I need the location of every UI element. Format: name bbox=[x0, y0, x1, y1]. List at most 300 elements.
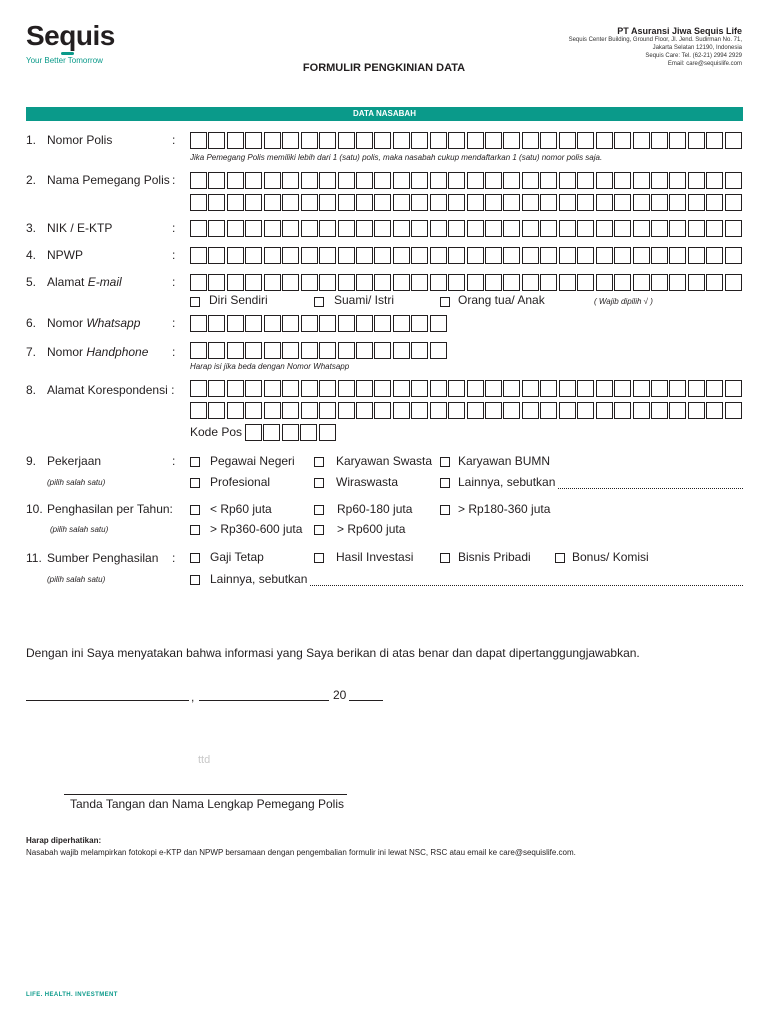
char-box[interactable] bbox=[614, 194, 631, 211]
char-box[interactable] bbox=[319, 220, 336, 237]
char-box[interactable] bbox=[245, 342, 262, 359]
char-box[interactable] bbox=[190, 274, 207, 291]
char-box[interactable] bbox=[522, 247, 539, 264]
char-box[interactable] bbox=[374, 247, 391, 264]
char-box[interactable] bbox=[522, 172, 539, 189]
char-box[interactable] bbox=[577, 274, 594, 291]
char-box[interactable] bbox=[430, 380, 447, 397]
char-box[interactable] bbox=[669, 402, 686, 419]
char-box[interactable] bbox=[190, 402, 207, 419]
source-other-input-line[interactable] bbox=[310, 584, 743, 586]
char-box[interactable] bbox=[633, 380, 650, 397]
char-box[interactable] bbox=[651, 194, 668, 211]
char-box[interactable] bbox=[356, 342, 373, 359]
char-box[interactable] bbox=[467, 172, 484, 189]
char-box[interactable] bbox=[467, 247, 484, 264]
char-box[interactable] bbox=[596, 274, 613, 291]
char-box[interactable] bbox=[669, 220, 686, 237]
char-box[interactable] bbox=[190, 194, 207, 211]
char-box[interactable] bbox=[596, 247, 613, 264]
income-over-600-checkbox[interactable] bbox=[314, 525, 324, 535]
char-box[interactable] bbox=[411, 247, 428, 264]
char-box[interactable] bbox=[522, 194, 539, 211]
char-box[interactable] bbox=[227, 220, 244, 237]
char-box[interactable] bbox=[467, 220, 484, 237]
char-box[interactable] bbox=[614, 132, 631, 149]
char-box[interactable] bbox=[651, 380, 668, 397]
char-box[interactable] bbox=[282, 194, 299, 211]
char-box[interactable] bbox=[540, 172, 557, 189]
char-box[interactable] bbox=[614, 402, 631, 419]
char-box[interactable] bbox=[540, 380, 557, 397]
char-box[interactable] bbox=[264, 274, 281, 291]
occupation-other-checkbox[interactable] bbox=[440, 478, 450, 488]
char-box[interactable] bbox=[706, 172, 723, 189]
char-box[interactable] bbox=[393, 247, 410, 264]
source-bonus-checkbox[interactable] bbox=[555, 553, 565, 563]
char-box[interactable] bbox=[559, 380, 576, 397]
char-box[interactable] bbox=[301, 132, 318, 149]
char-box[interactable] bbox=[688, 132, 705, 149]
char-box[interactable] bbox=[319, 315, 336, 332]
char-box[interactable] bbox=[522, 402, 539, 419]
char-box[interactable] bbox=[227, 315, 244, 332]
char-box[interactable] bbox=[282, 247, 299, 264]
occupation-entrepreneur-checkbox[interactable] bbox=[314, 478, 324, 488]
char-box[interactable] bbox=[356, 380, 373, 397]
char-box[interactable] bbox=[651, 247, 668, 264]
char-box[interactable] bbox=[190, 315, 207, 332]
char-box[interactable] bbox=[227, 274, 244, 291]
char-box[interactable] bbox=[411, 132, 428, 149]
char-box[interactable] bbox=[338, 172, 355, 189]
char-box[interactable] bbox=[485, 274, 502, 291]
char-box[interactable] bbox=[503, 172, 520, 189]
char-box[interactable] bbox=[448, 380, 465, 397]
char-box[interactable] bbox=[577, 220, 594, 237]
char-box[interactable] bbox=[503, 132, 520, 149]
char-box[interactable] bbox=[282, 172, 299, 189]
char-box[interactable] bbox=[577, 132, 594, 149]
char-box[interactable] bbox=[503, 247, 520, 264]
char-box[interactable] bbox=[245, 220, 262, 237]
char-box[interactable] bbox=[338, 220, 355, 237]
char-box[interactable] bbox=[688, 194, 705, 211]
char-box[interactable] bbox=[669, 172, 686, 189]
char-box[interactable] bbox=[282, 132, 299, 149]
address-input-row1[interactable] bbox=[190, 380, 743, 397]
char-box[interactable] bbox=[282, 274, 299, 291]
signature-line[interactable] bbox=[64, 793, 347, 795]
char-box[interactable] bbox=[227, 402, 244, 419]
char-box[interactable] bbox=[227, 342, 244, 359]
char-box[interactable] bbox=[301, 247, 318, 264]
char-box[interactable] bbox=[559, 194, 576, 211]
char-box[interactable] bbox=[245, 424, 262, 441]
char-box[interactable] bbox=[540, 220, 557, 237]
char-box[interactable] bbox=[633, 402, 650, 419]
char-box[interactable] bbox=[633, 132, 650, 149]
char-box[interactable] bbox=[208, 274, 225, 291]
char-box[interactable] bbox=[263, 424, 280, 441]
char-box[interactable] bbox=[485, 132, 502, 149]
char-box[interactable] bbox=[393, 132, 410, 149]
char-box[interactable] bbox=[356, 274, 373, 291]
char-box[interactable] bbox=[338, 342, 355, 359]
char-box[interactable] bbox=[614, 220, 631, 237]
char-box[interactable] bbox=[540, 247, 557, 264]
char-box[interactable] bbox=[356, 402, 373, 419]
char-box[interactable] bbox=[208, 220, 225, 237]
source-investment-checkbox[interactable] bbox=[314, 553, 324, 563]
char-box[interactable] bbox=[300, 424, 317, 441]
char-box[interactable] bbox=[725, 172, 742, 189]
char-box[interactable] bbox=[522, 274, 539, 291]
char-box[interactable] bbox=[688, 172, 705, 189]
char-box[interactable] bbox=[411, 380, 428, 397]
char-box[interactable] bbox=[245, 247, 262, 264]
policy-holder-name-input-row1[interactable] bbox=[190, 172, 743, 189]
char-box[interactable] bbox=[338, 380, 355, 397]
char-box[interactable] bbox=[338, 315, 355, 332]
char-box[interactable] bbox=[596, 172, 613, 189]
occupation-other-input-line[interactable] bbox=[558, 487, 743, 489]
char-box[interactable] bbox=[264, 132, 281, 149]
char-box[interactable] bbox=[393, 380, 410, 397]
char-box[interactable] bbox=[430, 172, 447, 189]
year-input-line[interactable] bbox=[349, 699, 383, 701]
char-box[interactable] bbox=[540, 132, 557, 149]
source-other-checkbox[interactable] bbox=[190, 575, 200, 585]
char-box[interactable] bbox=[596, 402, 613, 419]
char-box[interactable] bbox=[319, 380, 336, 397]
char-box[interactable] bbox=[430, 247, 447, 264]
char-box[interactable] bbox=[374, 172, 391, 189]
char-box[interactable] bbox=[208, 315, 225, 332]
char-box[interactable] bbox=[688, 247, 705, 264]
char-box[interactable] bbox=[522, 380, 539, 397]
char-box[interactable] bbox=[393, 342, 410, 359]
email-owner-spouse-checkbox[interactable] bbox=[314, 297, 324, 307]
handphone-input[interactable] bbox=[190, 342, 448, 359]
char-box[interactable] bbox=[614, 247, 631, 264]
char-box[interactable] bbox=[688, 402, 705, 419]
char-box[interactable] bbox=[540, 402, 557, 419]
income-60-180-checkbox[interactable] bbox=[314, 505, 324, 515]
char-box[interactable] bbox=[614, 172, 631, 189]
char-box[interactable] bbox=[448, 402, 465, 419]
email-owner-parent-child-checkbox[interactable] bbox=[440, 297, 450, 307]
char-box[interactable] bbox=[411, 220, 428, 237]
char-box[interactable] bbox=[633, 274, 650, 291]
char-box[interactable] bbox=[374, 274, 391, 291]
char-box[interactable] bbox=[651, 274, 668, 291]
char-box[interactable] bbox=[356, 132, 373, 149]
char-box[interactable] bbox=[596, 380, 613, 397]
char-box[interactable] bbox=[264, 342, 281, 359]
char-box[interactable] bbox=[725, 220, 742, 237]
char-box[interactable] bbox=[725, 274, 742, 291]
char-box[interactable] bbox=[374, 315, 391, 332]
char-box[interactable] bbox=[430, 315, 447, 332]
char-box[interactable] bbox=[559, 220, 576, 237]
char-box[interactable] bbox=[319, 247, 336, 264]
char-box[interactable] bbox=[301, 194, 318, 211]
char-box[interactable] bbox=[430, 342, 447, 359]
char-box[interactable] bbox=[706, 274, 723, 291]
char-box[interactable] bbox=[522, 132, 539, 149]
char-box[interactable] bbox=[411, 194, 428, 211]
char-box[interactable] bbox=[633, 194, 650, 211]
char-box[interactable] bbox=[301, 402, 318, 419]
char-box[interactable] bbox=[264, 402, 281, 419]
date-input-line[interactable] bbox=[199, 699, 329, 701]
char-box[interactable] bbox=[393, 315, 410, 332]
char-box[interactable] bbox=[264, 220, 281, 237]
char-box[interactable] bbox=[706, 402, 723, 419]
income-180-360-checkbox[interactable] bbox=[440, 505, 450, 515]
policy-number-input[interactable] bbox=[190, 132, 743, 149]
char-box[interactable] bbox=[596, 132, 613, 149]
char-box[interactable] bbox=[503, 380, 520, 397]
char-box[interactable] bbox=[485, 220, 502, 237]
char-box[interactable] bbox=[282, 380, 299, 397]
char-box[interactable] bbox=[467, 402, 484, 419]
char-box[interactable] bbox=[374, 220, 391, 237]
char-box[interactable] bbox=[245, 132, 262, 149]
char-box[interactable] bbox=[688, 220, 705, 237]
char-box[interactable] bbox=[485, 172, 502, 189]
char-box[interactable] bbox=[725, 132, 742, 149]
email-owner-self-checkbox[interactable] bbox=[190, 297, 200, 307]
char-box[interactable] bbox=[190, 247, 207, 264]
occupation-civil-servant-checkbox[interactable] bbox=[190, 457, 200, 467]
char-box[interactable] bbox=[282, 402, 299, 419]
char-box[interactable] bbox=[264, 380, 281, 397]
char-box[interactable] bbox=[633, 220, 650, 237]
whatsapp-input[interactable] bbox=[190, 315, 448, 332]
char-box[interactable] bbox=[448, 220, 465, 237]
char-box[interactable] bbox=[485, 402, 502, 419]
postcode-input[interactable] bbox=[245, 424, 337, 441]
char-box[interactable] bbox=[651, 220, 668, 237]
char-box[interactable] bbox=[208, 247, 225, 264]
char-box[interactable] bbox=[411, 172, 428, 189]
char-box[interactable] bbox=[227, 194, 244, 211]
char-box[interactable] bbox=[706, 132, 723, 149]
char-box[interactable] bbox=[577, 194, 594, 211]
char-box[interactable] bbox=[467, 132, 484, 149]
char-box[interactable] bbox=[577, 172, 594, 189]
char-box[interactable] bbox=[301, 342, 318, 359]
char-box[interactable] bbox=[448, 194, 465, 211]
char-box[interactable] bbox=[338, 274, 355, 291]
char-box[interactable] bbox=[633, 172, 650, 189]
char-box[interactable] bbox=[374, 380, 391, 397]
char-box[interactable] bbox=[448, 247, 465, 264]
char-box[interactable] bbox=[540, 274, 557, 291]
char-box[interactable] bbox=[356, 172, 373, 189]
occupation-private-employee-checkbox[interactable] bbox=[314, 457, 324, 467]
char-box[interactable] bbox=[208, 132, 225, 149]
char-box[interactable] bbox=[688, 274, 705, 291]
email-input[interactable] bbox=[190, 274, 743, 291]
char-box[interactable] bbox=[190, 380, 207, 397]
char-box[interactable] bbox=[559, 402, 576, 419]
source-business-checkbox[interactable] bbox=[440, 553, 450, 563]
char-box[interactable] bbox=[725, 380, 742, 397]
char-box[interactable] bbox=[319, 194, 336, 211]
char-box[interactable] bbox=[245, 172, 262, 189]
char-box[interactable] bbox=[393, 220, 410, 237]
char-box[interactable] bbox=[503, 220, 520, 237]
char-box[interactable] bbox=[190, 342, 207, 359]
char-box[interactable] bbox=[559, 132, 576, 149]
char-box[interactable] bbox=[669, 380, 686, 397]
char-box[interactable] bbox=[282, 342, 299, 359]
char-box[interactable] bbox=[208, 380, 225, 397]
char-box[interactable] bbox=[319, 274, 336, 291]
char-box[interactable] bbox=[208, 172, 225, 189]
char-box[interactable] bbox=[319, 132, 336, 149]
char-box[interactable] bbox=[282, 220, 299, 237]
char-box[interactable] bbox=[596, 194, 613, 211]
char-box[interactable] bbox=[245, 274, 262, 291]
char-box[interactable] bbox=[301, 315, 318, 332]
char-box[interactable] bbox=[485, 194, 502, 211]
char-box[interactable] bbox=[282, 315, 299, 332]
char-box[interactable] bbox=[725, 247, 742, 264]
char-box[interactable] bbox=[374, 342, 391, 359]
char-box[interactable] bbox=[633, 247, 650, 264]
char-box[interactable] bbox=[559, 247, 576, 264]
char-box[interactable] bbox=[393, 172, 410, 189]
char-box[interactable] bbox=[430, 402, 447, 419]
char-box[interactable] bbox=[374, 132, 391, 149]
address-input-row2[interactable] bbox=[190, 402, 743, 419]
place-input-line[interactable] bbox=[26, 699, 189, 701]
char-box[interactable] bbox=[319, 172, 336, 189]
char-box[interactable] bbox=[393, 402, 410, 419]
char-box[interactable] bbox=[245, 315, 262, 332]
char-box[interactable] bbox=[430, 132, 447, 149]
char-box[interactable] bbox=[264, 247, 281, 264]
char-box[interactable] bbox=[227, 247, 244, 264]
char-box[interactable] bbox=[503, 402, 520, 419]
char-box[interactable] bbox=[245, 380, 262, 397]
char-box[interactable] bbox=[614, 274, 631, 291]
char-box[interactable] bbox=[448, 274, 465, 291]
char-box[interactable] bbox=[669, 274, 686, 291]
char-box[interactable] bbox=[651, 172, 668, 189]
char-box[interactable] bbox=[264, 172, 281, 189]
source-salary-checkbox[interactable] bbox=[190, 553, 200, 563]
char-box[interactable] bbox=[374, 402, 391, 419]
char-box[interactable] bbox=[190, 220, 207, 237]
income-360-600-checkbox[interactable] bbox=[190, 525, 200, 535]
char-box[interactable] bbox=[448, 172, 465, 189]
char-box[interactable] bbox=[227, 132, 244, 149]
char-box[interactable] bbox=[301, 380, 318, 397]
char-box[interactable] bbox=[208, 402, 225, 419]
income-under-60-checkbox[interactable] bbox=[190, 505, 200, 515]
char-box[interactable] bbox=[430, 274, 447, 291]
nik-input[interactable] bbox=[190, 220, 743, 237]
char-box[interactable] bbox=[430, 220, 447, 237]
char-box[interactable] bbox=[669, 194, 686, 211]
char-box[interactable] bbox=[282, 424, 299, 441]
char-box[interactable] bbox=[485, 380, 502, 397]
char-box[interactable] bbox=[301, 172, 318, 189]
char-box[interactable] bbox=[467, 194, 484, 211]
char-box[interactable] bbox=[651, 402, 668, 419]
char-box[interactable] bbox=[393, 194, 410, 211]
char-box[interactable] bbox=[319, 424, 336, 441]
char-box[interactable] bbox=[356, 220, 373, 237]
char-box[interactable] bbox=[522, 220, 539, 237]
char-box[interactable] bbox=[411, 402, 428, 419]
char-box[interactable] bbox=[706, 247, 723, 264]
char-box[interactable] bbox=[411, 274, 428, 291]
char-box[interactable] bbox=[264, 315, 281, 332]
char-box[interactable] bbox=[411, 315, 428, 332]
char-box[interactable] bbox=[467, 380, 484, 397]
char-box[interactable] bbox=[411, 342, 428, 359]
char-box[interactable] bbox=[706, 380, 723, 397]
char-box[interactable] bbox=[208, 342, 225, 359]
char-box[interactable] bbox=[559, 172, 576, 189]
char-box[interactable] bbox=[227, 380, 244, 397]
char-box[interactable] bbox=[338, 132, 355, 149]
char-box[interactable] bbox=[448, 132, 465, 149]
char-box[interactable] bbox=[338, 247, 355, 264]
char-box[interactable] bbox=[706, 220, 723, 237]
char-box[interactable] bbox=[559, 274, 576, 291]
char-box[interactable] bbox=[338, 402, 355, 419]
char-box[interactable] bbox=[614, 380, 631, 397]
char-box[interactable] bbox=[393, 274, 410, 291]
char-box[interactable] bbox=[503, 194, 520, 211]
char-box[interactable] bbox=[503, 274, 520, 291]
char-box[interactable] bbox=[706, 194, 723, 211]
char-box[interactable] bbox=[540, 194, 557, 211]
char-box[interactable] bbox=[669, 132, 686, 149]
char-box[interactable] bbox=[596, 220, 613, 237]
char-box[interactable] bbox=[208, 194, 225, 211]
char-box[interactable] bbox=[577, 402, 594, 419]
char-box[interactable] bbox=[338, 194, 355, 211]
char-box[interactable] bbox=[577, 380, 594, 397]
char-box[interactable] bbox=[651, 132, 668, 149]
char-box[interactable] bbox=[356, 247, 373, 264]
char-box[interactable] bbox=[485, 247, 502, 264]
occupation-professional-checkbox[interactable] bbox=[190, 478, 200, 488]
char-box[interactable] bbox=[301, 220, 318, 237]
char-box[interactable] bbox=[725, 402, 742, 419]
char-box[interactable] bbox=[356, 194, 373, 211]
char-box[interactable] bbox=[190, 172, 207, 189]
char-box[interactable] bbox=[688, 380, 705, 397]
char-box[interactable] bbox=[319, 342, 336, 359]
occupation-bumn-employee-checkbox[interactable] bbox=[440, 457, 450, 467]
char-box[interactable] bbox=[245, 402, 262, 419]
char-box[interactable] bbox=[301, 274, 318, 291]
char-box[interactable] bbox=[319, 402, 336, 419]
char-box[interactable] bbox=[245, 194, 262, 211]
char-box[interactable] bbox=[467, 274, 484, 291]
npwp-input[interactable] bbox=[190, 247, 743, 264]
policy-holder-name-input-row2[interactable] bbox=[190, 194, 743, 211]
